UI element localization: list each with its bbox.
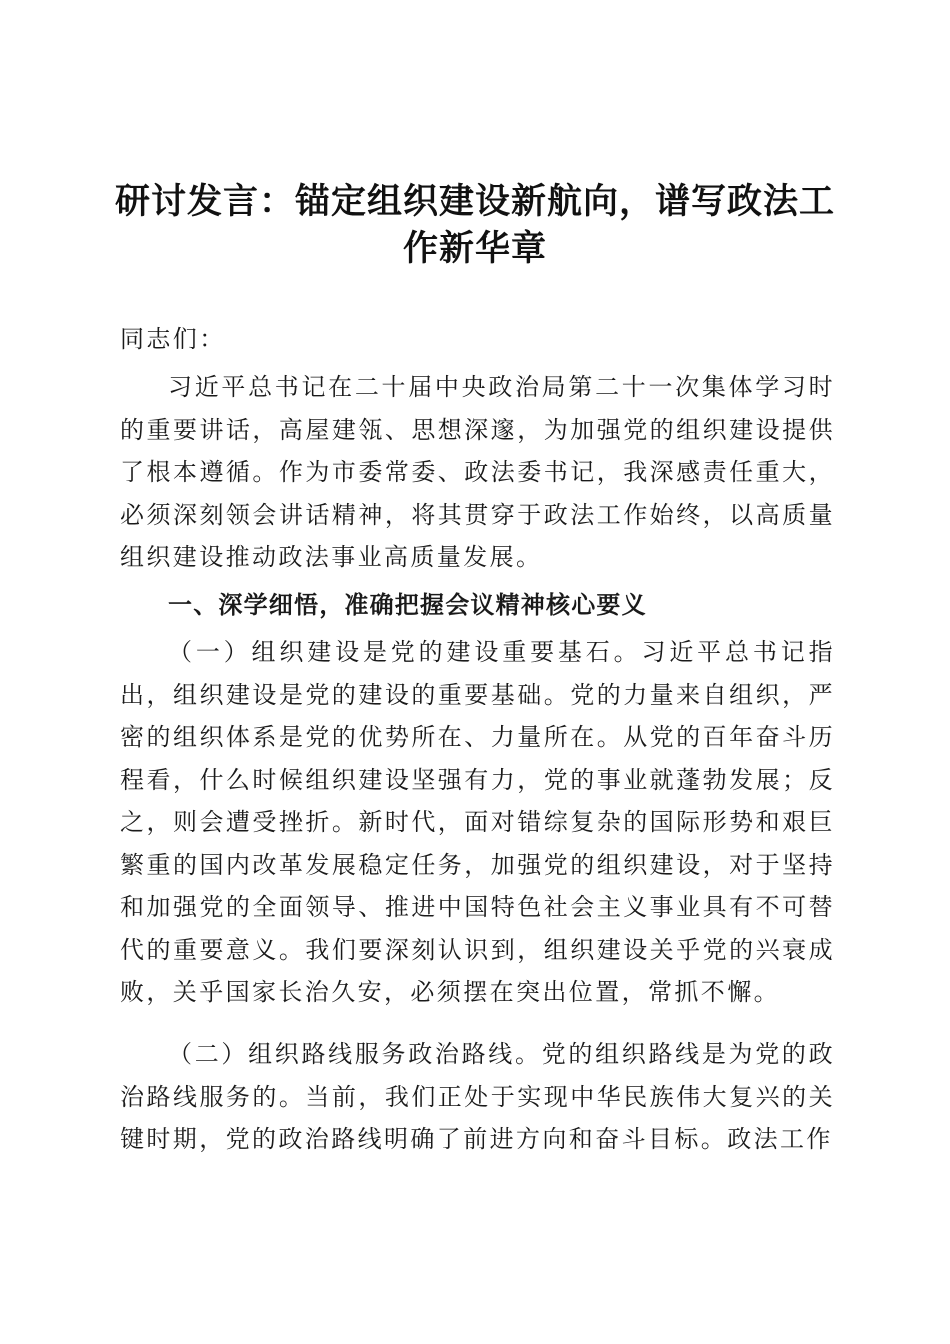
document-title: 研讨发言：锚定组织建设新航向，谱写政法工作新华章 [114, 181, 835, 269]
salutation: 同志们： [120, 325, 226, 353]
paragraph-point-one [120, 631, 835, 1014]
section-heading-one: 一、深学细悟，准确把握会议精神核心要义 [168, 590, 647, 619]
intro-paragraph: 习近平总书记在二十届中央政治局第二十一次集体学习时的重要讲话，高屋建瓴、思想深邃，为加强党的组织建设提供了根本遵循。作为市委常委、政法委书记，我深感责任重大，必须深刻领会讲话精神，将其贯穿于政法工作始终，以高质量组织建设推动政法事业高质量发展。 [120, 373, 835, 571]
point-one-lead: （一）组织建设是党的建设重要基石。 [168, 638, 642, 666]
point-two-lead: （二）组织路线服务政治路线。 [168, 1040, 542, 1068]
paragraph-point-two [120, 1033, 835, 1161]
point-two-body: 党的组织路线是为党的政治路线服务的。当前，我们正处于实现中华民族伟大复兴的关键时期，党的政治路线明确了前进方向和奋斗目标。政法工作 [120, 1040, 835, 1153]
point-one-body: 习近平总书记指出，组织建设是党的建设的重要基础。党的力量来自组织，严密的组织体系是党的优势所在、力量所在。从党的百年奋斗历程看，什么时候组织建设坚强有力，党的事业就蓬勃发展；反之，则会遭受挫折。新时代，面对错综复杂的国际形势和艰巨繁重的国内改革发展稳定任务，加强党的组织建设，对于坚持和加强党的全面领导、推进中国特色社会主义事业具有不可替代的重要意义。我们要深刻认识到，组织建设关乎党的兴衰成败，关乎国家长治久安，必须摆在突出位置，常抓不懈。 [120, 638, 835, 1006]
